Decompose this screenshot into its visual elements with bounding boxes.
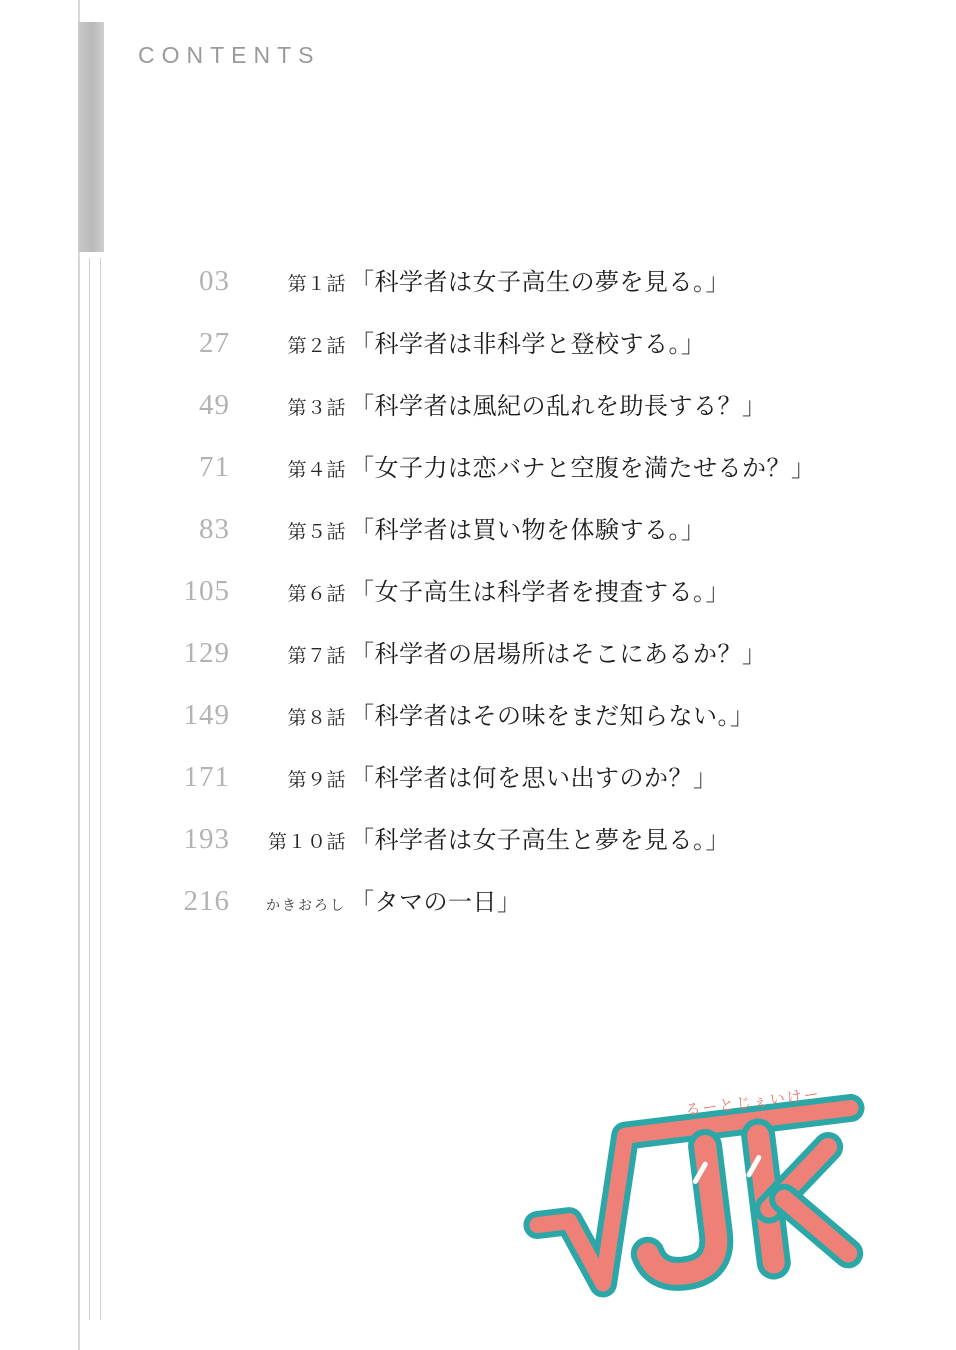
toc-row[interactable]	[120, 262, 920, 324]
toc-row[interactable]	[120, 510, 920, 572]
toc-episode-label: 第６話	[287, 584, 346, 605]
decorative-vertical-rules	[78, 258, 104, 1320]
toc-chapter-title: 「科学者は非科学と登校する。」	[350, 331, 706, 358]
toc-chapter-title: 「科学者は女子高生と夢を見る。」	[350, 827, 730, 854]
toc-episode-label: 第１話	[287, 274, 346, 295]
page-title: CONTENTS	[138, 42, 321, 68]
toc-chapter-title: 「女子高生は科学者を捜査する。」	[350, 579, 730, 606]
table-of-contents	[120, 262, 920, 944]
toc-row[interactable]	[120, 696, 920, 758]
toc-row[interactable]	[120, 882, 920, 944]
toc-page-number: 83	[199, 513, 230, 545]
toc-page-number: 171	[183, 761, 230, 793]
toc-page-number: 03	[199, 265, 230, 297]
toc-page-number: 193	[183, 823, 230, 855]
toc-episode-label: 第１０話	[267, 832, 346, 853]
toc-chapter-title: 「科学者はその味をまだ知らない。」	[350, 703, 755, 730]
toc-chapter-title: 「科学者の居場所はそこにあるか？」	[350, 641, 767, 668]
decorative-top-bar	[78, 22, 104, 252]
toc-row[interactable]	[120, 572, 920, 634]
series-logo	[515, 1085, 885, 1300]
toc-row[interactable]	[120, 386, 920, 448]
toc-page-number: 129	[183, 637, 230, 669]
toc-episode-label: 第７話	[287, 646, 346, 667]
toc-chapter-title: 「タマの一日」	[350, 889, 522, 916]
toc-chapter-title: 「科学者は買い物を体験する。」	[350, 517, 706, 544]
toc-episode-label: 第８話	[287, 708, 346, 729]
toc-episode-label: かきおろし	[266, 897, 346, 913]
toc-chapter-title: 「科学者は女子高生の夢を見る。」	[350, 269, 730, 296]
toc-chapter-title: 「科学者は風紀の乱れを助長する？」	[350, 393, 767, 420]
toc-page-number: 71	[199, 451, 230, 483]
toc-episode-label: 第５話	[287, 522, 346, 543]
toc-row[interactable]	[120, 324, 920, 386]
toc-row[interactable]	[120, 634, 920, 696]
toc-episode-label: 第３話	[287, 398, 346, 419]
toc-chapter-title: 「女子力は恋バナと空腹を満たせるか？」	[350, 455, 816, 482]
toc-page-number: 105	[183, 575, 230, 607]
toc-row[interactable]	[120, 448, 920, 510]
toc-page-number: 27	[199, 327, 230, 359]
toc-page-number: 49	[199, 389, 230, 421]
toc-page-number: 216	[183, 885, 230, 917]
toc-chapter-title: 「科学者は何を思い出すのか？」	[350, 765, 718, 792]
logo-ruby-text: るーとじぇいけー	[684, 1084, 822, 1120]
toc-row[interactable]	[120, 820, 920, 882]
toc-row[interactable]	[120, 758, 920, 820]
toc-episode-label: 第４話	[287, 460, 346, 481]
toc-episode-label: 第９話	[287, 770, 346, 791]
toc-page-number: 149	[183, 699, 230, 731]
toc-episode-label: 第２話	[287, 336, 346, 357]
